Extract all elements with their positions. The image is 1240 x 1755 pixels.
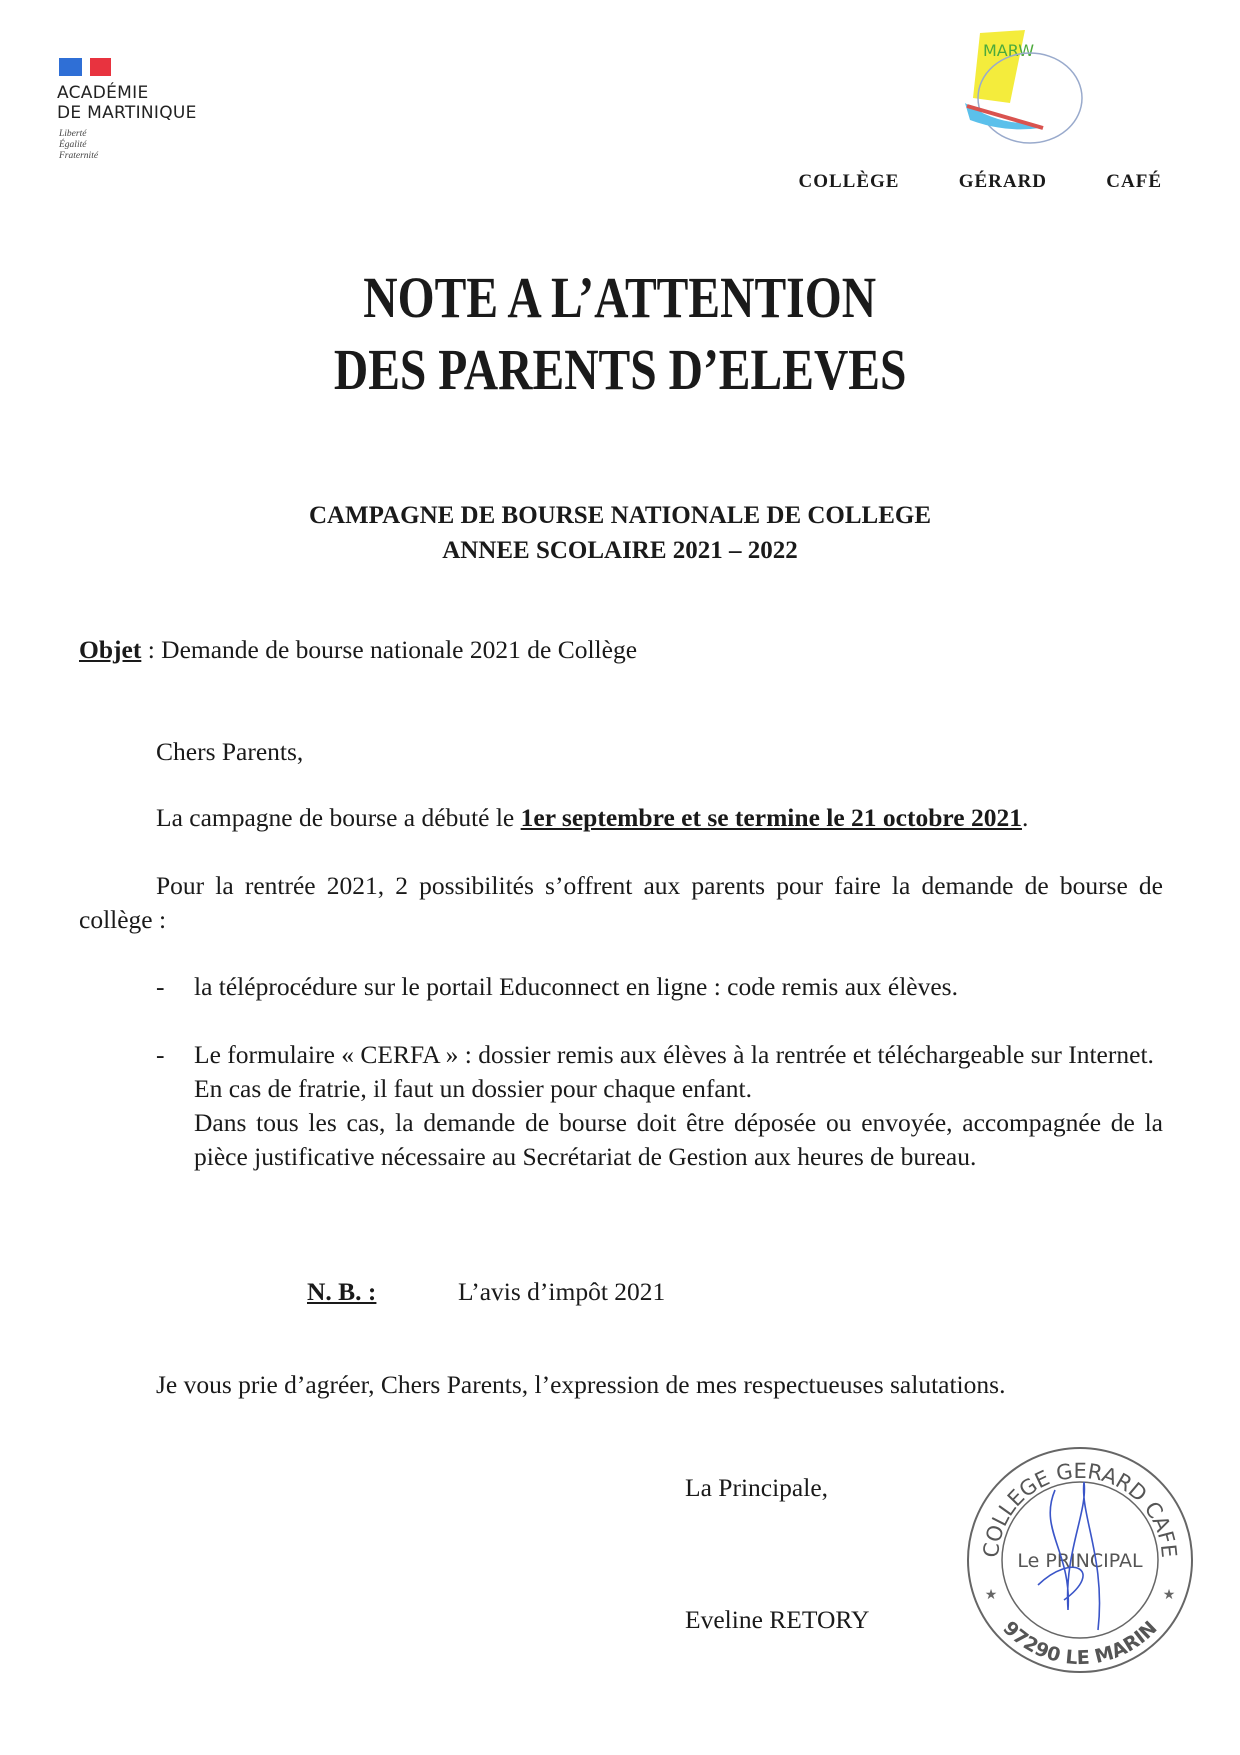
signatory-role: La Principale, [685,1473,829,1502]
signatory-name: Eveline RETORY [685,1605,870,1634]
bullet-item [194,1038,1163,1174]
bullet-note: Dans tous les cas, la demande de bourse doit être déposée ou envoyée, accompagnée de la pièce justificative nécessaire au Secrétariat de Gestion aux heures de bureau. [194,1108,1163,1171]
subtitle-line: ANNEE SCOLAIRE 2021 – 2022 [442,537,798,564]
star-icon: ★ [1162,1588,1176,1603]
page-title [0,262,1240,406]
object-label: Objet [79,635,142,664]
republic-motto [59,129,98,162]
object-text: : Demande de bourse nationale 2021 de Collège [141,635,638,664]
stamp-bottom-text: 97290 LE MARIN [998,1616,1162,1670]
subtitle [0,498,1240,568]
stamp-top-text: COLLEGE GERARD CAFE [978,1458,1182,1559]
bullet-item: la téléprocédure sur le portail Educonnect en ligne : code remis aux élèves. [194,972,958,1001]
object-line [79,633,637,667]
bullet-text: Le formulaire « CERFA » : dossier remis aux élèves à la rentrée et téléchargeable sur Internet. [194,1040,1154,1069]
title-line: DES PARENTS D’ELEVES [333,337,907,402]
campaign-dates [156,801,1028,835]
school-name: COLLÈGE GÉRARD CAFÉ [798,171,1162,192]
republic-flag-logo [59,58,111,76]
subtitle-line: CAMPAGNE DE BOURSE NATIONALE DE COLLEGE [308,502,932,529]
stamp-center-text: Le PRINCIPAL [1017,1550,1143,1572]
bullet-note: En cas de fratrie, il faut un dossier pour chaque enfant. [194,1074,752,1103]
closing: Je vous prie d’agréer, Chers Parents, l’expression de mes respectueuses salutations. [156,1370,1006,1399]
motto-line: Liberté [59,129,87,139]
nb-label-text: N. B. : [307,1277,377,1306]
campaign-dates-highlight: 1er septembre et se termine le 21 octobre 2021 [520,803,1022,832]
academy-line: DE MARTINIQUE [57,103,197,123]
bullet-marker: - [156,1040,165,1069]
greeting: Chers Parents, [156,737,304,766]
logo-text: MARW [983,41,1035,60]
campaign-text-end: . [1021,803,1029,832]
nb-text: L’avis d’impôt 2021 [458,1277,666,1306]
svg-text:97290 LE MARIN [998,1617,1161,1669]
academy-name [57,83,197,123]
intro-paragraph: Pour la rentrée 2021, 2 possibilités s’offrent aux parents pour faire la demande de bourse de collège : [79,871,1163,934]
academy-line: ACADÉMIE [57,83,149,103]
campaign-text: La campagne de bourse a débuté le [156,803,521,832]
star-icon: ★ [984,1588,998,1603]
motto-line: Égalité [59,140,87,150]
nb-label [307,1275,376,1309]
motto-line: Fraternité [59,151,99,161]
official-stamp [960,1440,1200,1680]
bullet-marker: - [156,972,165,1001]
title-line: NOTE A L’ATTENTION [363,265,877,330]
school-logo [955,28,1090,148]
